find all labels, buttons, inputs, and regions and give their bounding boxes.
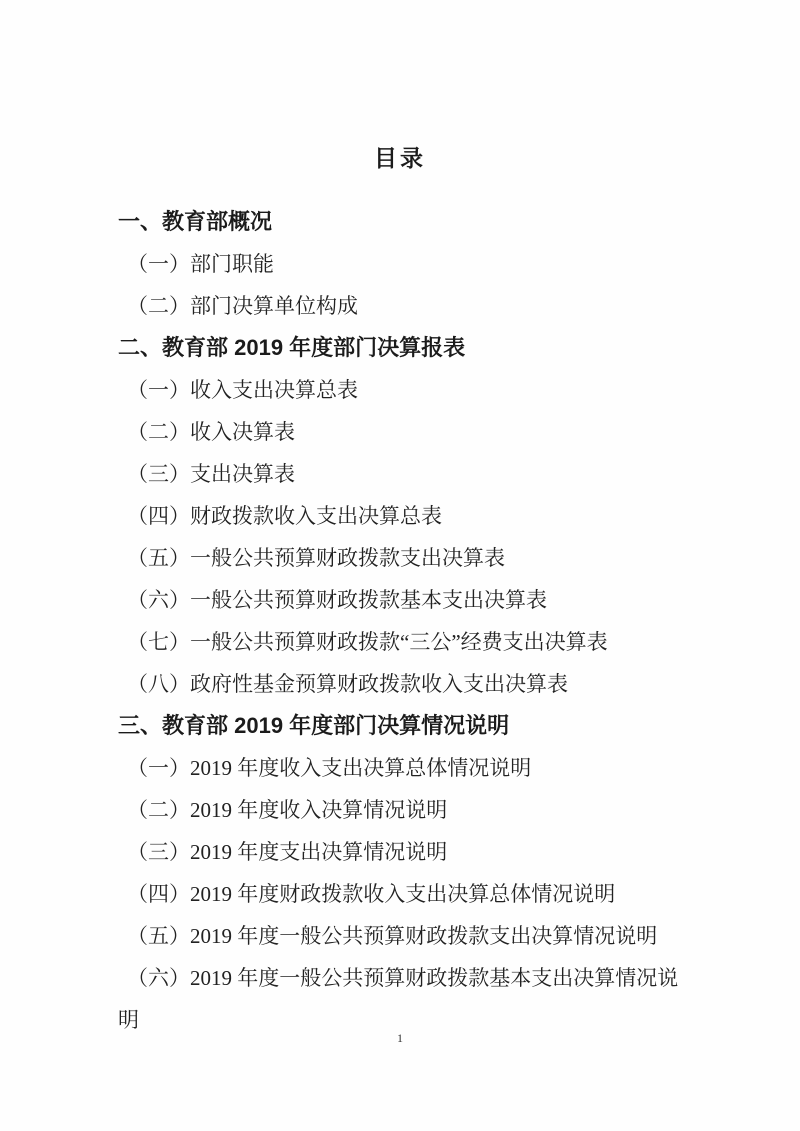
toc-line: （六）2019 年度一般公共预算财政拨款基本支出决算情况说 [127, 966, 679, 990]
page-number: 1 [397, 1031, 403, 1045]
toc-line: （三）支出决算表 [127, 462, 295, 486]
page-title: 目录 [374, 145, 426, 171]
toc-line: （四）2019 年度财政拨款收入支出决算总体情况说明 [127, 882, 616, 906]
toc-line: （五）2019 年度一般公共预算财政拨款支出决算情况说明 [127, 924, 658, 948]
toc-line: （五）一般公共预算财政拨款支出决算表 [127, 546, 505, 570]
toc-line: （二）2019 年度收入决算情况说明 [127, 798, 448, 822]
toc-line: （一）部门职能 [127, 252, 274, 276]
toc-line: （四）财政拨款收入支出决算总表 [127, 504, 442, 528]
toc-line: （一）2019 年度收入支出决算总体情况说明 [127, 756, 532, 780]
toc-section-heading: 一、教育部概况 [118, 209, 273, 234]
toc-line: （二）收入决算表 [127, 420, 295, 444]
toc-list [0, 201, 800, 1041]
toc-line: （一）收入支出决算总表 [127, 378, 358, 402]
toc-line: （八）政府性基金预算财政拨款收入支出决算表 [127, 672, 568, 696]
toc-line: （七）一般公共预算财政拨款“三公”经费支出决算表 [127, 630, 608, 654]
toc-section-heading: 二、教育部 2019 年度部门决算报表 [118, 335, 466, 360]
toc-line: （六）一般公共预算财政拨款基本支出决算表 [127, 588, 547, 612]
toc-section-heading: 三、教育部 2019 年度部门决算情况说明 [118, 713, 510, 738]
toc-line: （二）部门决算单位构成 [127, 294, 358, 318]
toc-line: （三）2019 年度支出决算情况说明 [127, 840, 448, 864]
toc-line: 明 [118, 1008, 139, 1032]
